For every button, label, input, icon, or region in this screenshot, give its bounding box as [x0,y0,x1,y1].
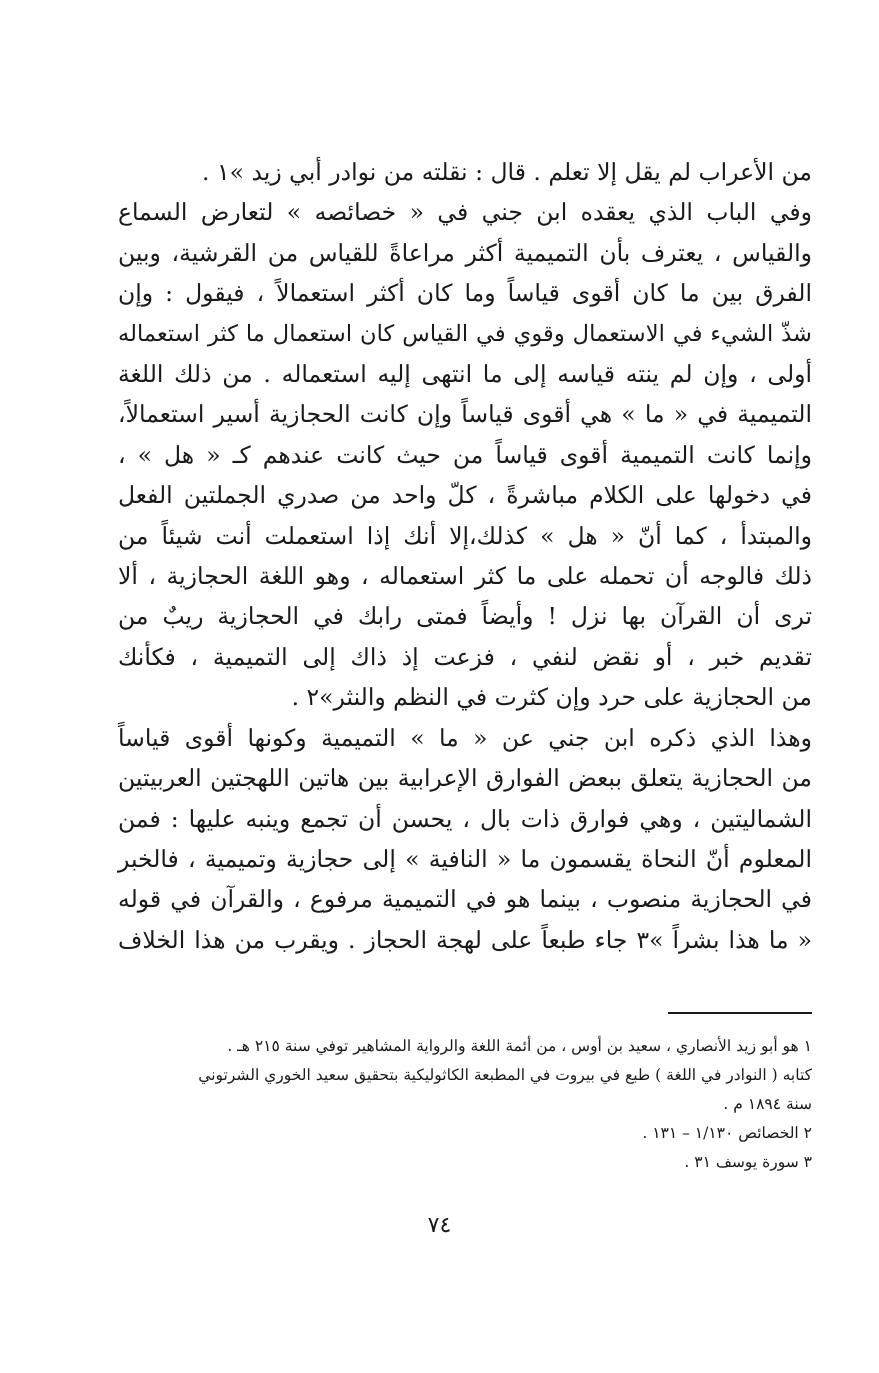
text-line: شذّ الشيء في الاستعمال وقوي في القياس كان استعمال ما كثر استعماله [118,320,812,347]
text-line: التميمية في « ما » هي أقوى قياساً وإن كانت الحجازية أسير استعمالاً، [118,400,812,429]
text-line: وإنما كانت التميمية أقوى قياساً من حيث كانت عندهم كـ « هل » ، [118,440,812,469]
footnote-line: ٢ الخصائص ١/١٣٠ – ١٣١ . [642,1124,812,1142]
paragraph-1 [118,152,812,192]
text-line: ذلك فالوجه أن تحمله على ما كثر استعماله ، وهو اللغة الحجازية ، ألا [118,562,812,591]
footnote-line: ٣ سورة يوسف ٣١ . [684,1153,812,1171]
text-line: وهذا الذي ذكره ابن جني عن « ما » التميمية وكونها أقوى قياساً [118,723,812,752]
footnote-line: سنة ١٨٩٤ م . [723,1095,812,1113]
footnote-line: كتابه ( النوادر في اللغة ) طبع في بيروت في المطبعة الكاثوليكية بتحقيق سعيد الخوري الشرتوني [198,1066,812,1084]
text-line: الفرق بين ما كان أقوى قياساً وما كان أكثر استعمالاً ، فيقول : وإن [118,279,812,308]
text-line: من الأعراب لم يقل إلا تعلم . قال : نقلته من نوادر أبي زيد »١ . [202,158,812,186]
footnote-2 [118,1119,812,1148]
text-line: من الحجازية على حرد وإن كثرت في النظم والنثر»٢ . [291,683,812,712]
main-text [118,152,812,960]
text-line: ترى أن القرآن بها نزل ! وأيضاً فمتى رابك في الحجازية ريبٌ من [118,602,812,631]
footnote-line: ١ هو أبو زيد الأنصاري ، سعيد بن أوس ، من أئمة اللغة والرواية المشاهير توفي سنة ٢١٥ هـ . [227,1037,812,1055]
text-line: وفي الباب الذي يعقده ابن جني في « خصائصه » لتعارض السماع [118,198,812,227]
text-line: « ما هذا بشراً »٣ جاء طبعاً على لهجة الحجاز . ويقرب من هذا الخلاف [118,925,813,954]
text-line: من الحجازية يتعلق ببعض الفوارق الإعرابية بين هاتين اللهجتين العربيتين [118,764,812,793]
footnote-divider [668,1012,812,1014]
paragraph-2 [118,192,812,717]
text-line: الشماليتين ، وهي فوارق ذات بال ، يحسن أن تجمع وينبه عليها : فمن [118,804,812,833]
text-line: والقياس ، يعترف بأن التميمية أكثر مراعاةً للقياس من القرشية، وبين [118,238,812,267]
text-line: المعلوم أنّ النحاة يقسمون ما « النافية » إلى حجازية وتميمية ، فالخبر [118,844,812,873]
footnotes [118,1032,812,1177]
text-line: في الحجازية منصوب ، بينما هو في التميمية مرفوع ، والقرآن في قوله [118,885,812,914]
text-line: والمبتدأ ، كما أنّ « هل » كذلك،إلا أنك إذا استعملت أنت شيئاً من [118,521,812,550]
footnote-1 [118,1032,812,1119]
footnote-3 [118,1148,812,1177]
text-line: أولى ، وإن لم ينته قياسه إلى ما انتهى إليه استعماله . من ذلك اللغة [118,360,812,389]
page-number: ٧٤ [427,1213,452,1238]
text-line: تقديم خبر ، أو نقض لنفي ، فزعت إذ ذاك إلى التميمية ، فكأنك [118,642,812,671]
paragraph-3 [118,718,812,960]
text-line: في دخولها على الكلام مباشرةً ، كلّ واحد من صدري الجملتين الفعل [118,481,812,510]
